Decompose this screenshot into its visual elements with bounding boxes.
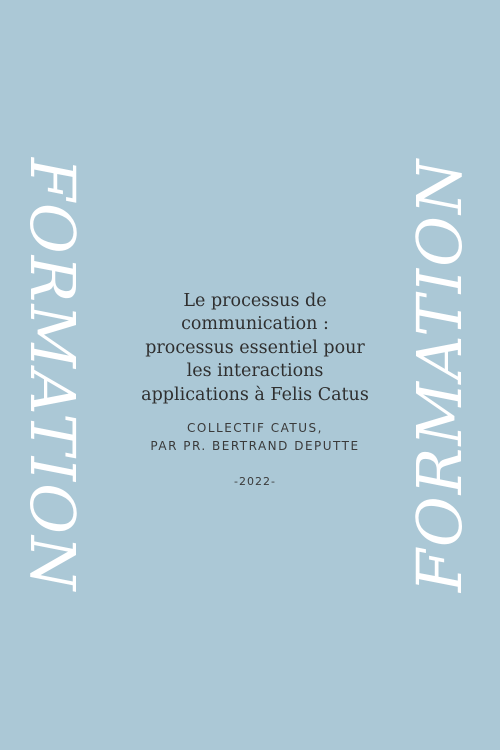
title-line: les interactions (186, 361, 324, 382)
cover-title (120, 290, 390, 407)
year-label: -2022- (234, 474, 276, 488)
title-line: applications à Felis Catus (141, 384, 369, 405)
author-line: PAR PR. BERTRAND DEPUTTE (150, 438, 360, 453)
title-line: Le processus de (183, 291, 327, 311)
title-line: communication : (181, 314, 329, 335)
author-block (120, 420, 390, 455)
side-word-right: FORMATION (403, 157, 476, 593)
author-line: COLLECTIF CATUS, (187, 421, 323, 436)
title-line: processus essentiel pour (145, 337, 365, 358)
side-word-left: FORMATION (16, 157, 89, 593)
cover-center-block (120, 290, 390, 488)
